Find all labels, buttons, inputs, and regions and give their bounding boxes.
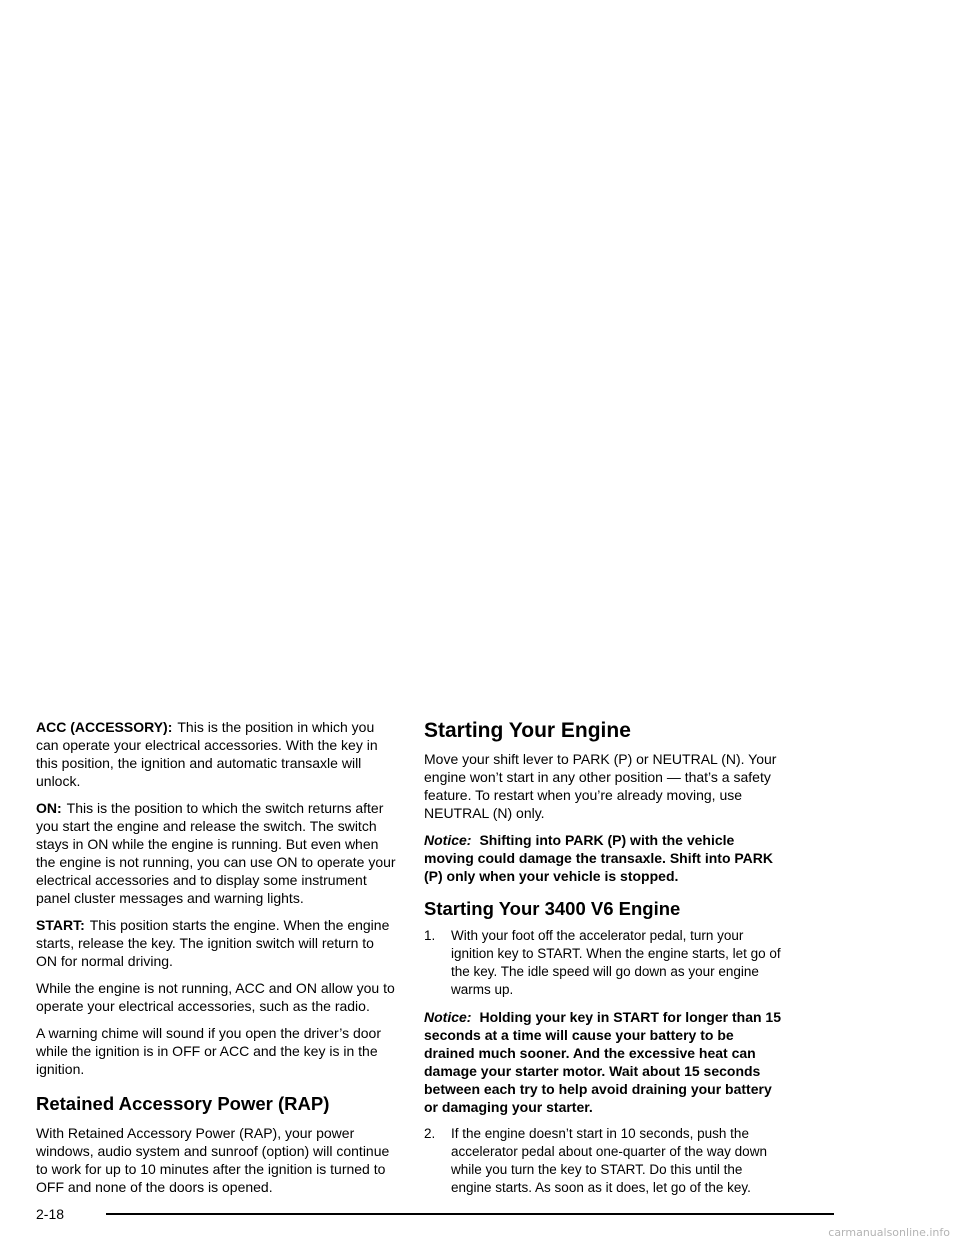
acc-text: This is the position in which you can operate your electrical accessories. With the key in this position, the ignition and automatic transaxle will unlock. — [36, 719, 378, 789]
rap-paragraph: With Retained Accessory Power (RAP), your power windows, audio system and sunroof (option) will continue to work for up to 10 minutes after the ignition is turned to OFF and none of the doors is opened. — [36, 1125, 390, 1195]
left-column — [36, 718, 398, 1205]
notice-park — [424, 831, 786, 885]
step-text: If the engine doesn’t start in 10 seconds, push the accelerator pedal about one-quarter of the way down while you turn the key to START. Do this until the engine starts. As soon as it does, let go of the key. — [451, 1126, 767, 1195]
step-text: With your foot off the accelerator pedal, turn your ignition key to START. When the engine starts, let go of the key. The idle speed will go down as your engine warms up. — [451, 928, 781, 997]
notice-text: Holding your key in START for longer than 15 seconds at a time will cause your battery to be drained much sooner. And the excessive heat can damage your starter motor. Wait about 15 seconds between each try to help avoid draining your battery or damaging your starter. — [424, 1009, 781, 1115]
steps-list-1 — [424, 927, 786, 999]
v6-engine-heading: Starting Your 3400 V6 Engine — [424, 898, 681, 919]
watermark: carmanualsonline.info — [828, 1226, 950, 1239]
starting-engine-heading: Starting Your Engine — [424, 719, 631, 742]
rap-heading: Retained Accessory Power (RAP) — [36, 1093, 330, 1114]
step-number: 2. — [424, 1126, 436, 1141]
step-number: 1. — [424, 928, 436, 943]
on-term: ON: — [36, 800, 62, 816]
chime-paragraph: A warning chime will sound if you open the driver’s door while the ignition is in OFF or ACC and the key is in the ignition. — [36, 1025, 382, 1077]
list-item — [424, 1125, 786, 1197]
steps-list-2 — [424, 1125, 786, 1197]
acc-paragraph — [36, 718, 398, 790]
starting-intro-paragraph: Move your shift lever to PARK (P) or NEUTRAL (N). Your engine won’t start in any other position — that’s a safety feature. To restart when you’re already moving, use NEUTRAL (N) only. — [424, 751, 777, 821]
list-item — [424, 927, 786, 999]
start-text: This position starts the engine. When the engine starts, release the key. The ignition switch will return to ON for normal driving. — [36, 917, 390, 969]
right-column — [424, 718, 786, 1206]
accessories-paragraph: While the engine is not running, ACC and ON allow you to operate your electrical accessories, such as the radio. — [36, 980, 395, 1014]
on-text: This is the position to which the switch returns after you start the engine and release the switch. The switch stays in ON while the engine is running. But even when the engine is not running, you can use ON to operate your electrical accessories and to display some instrument panel cluster messages and warning lights. — [36, 800, 396, 906]
start-paragraph — [36, 916, 398, 970]
notice-text: Shifting into PARK (P) with the vehicle moving could damage the transaxle. Shift into PARK (P) only when your vehicle is stopped. — [424, 832, 774, 884]
acc-term: ACC (ACCESSORY): — [36, 719, 173, 735]
page-number: 2-18 — [36, 1206, 65, 1222]
notice-label: Notice: — [424, 1009, 472, 1025]
notice-label: Notice: — [424, 832, 472, 848]
notice-starter — [424, 1008, 786, 1116]
start-term: START: — [36, 917, 85, 933]
footer-rule — [106, 1213, 834, 1215]
on-paragraph — [36, 799, 398, 907]
